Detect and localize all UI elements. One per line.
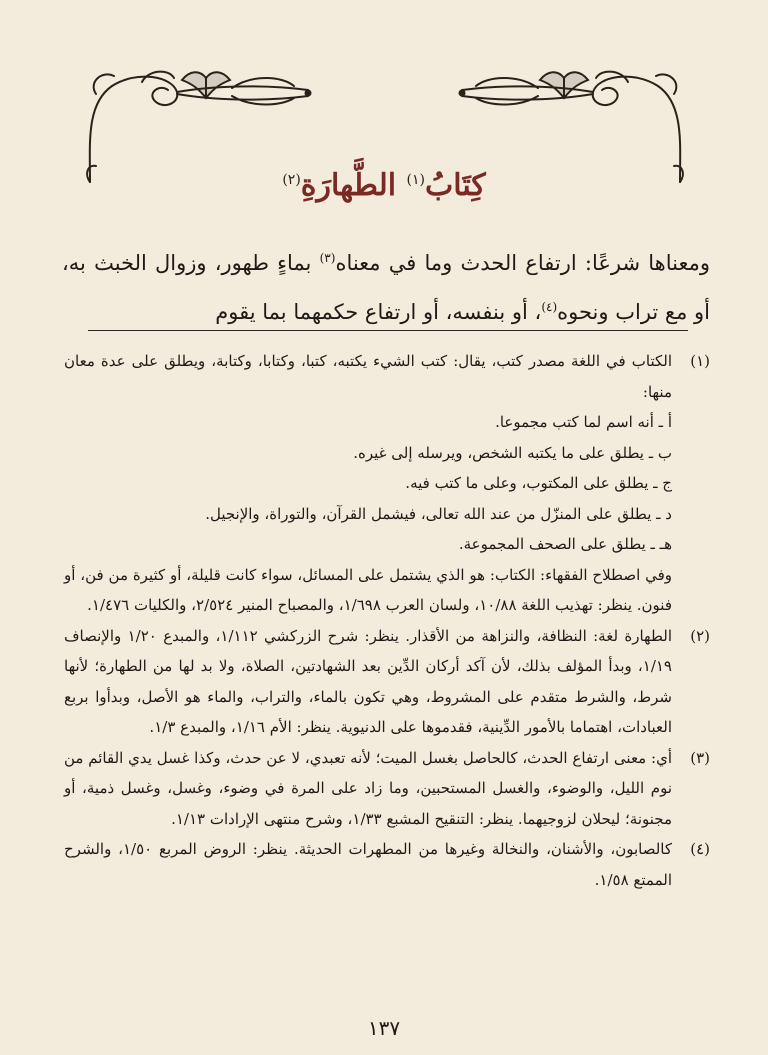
footnote-marker-4: (٤) — [541, 300, 558, 314]
footnote-line: أ ـ أنه اسم لما كتب مجموعا. — [495, 413, 672, 431]
footnote-body — [64, 743, 672, 835]
main-text-part-1: ومعناها شرعًا: ارتفاع الحدث وما في معناه — [335, 251, 710, 275]
main-text-part-2: بماءٍ طهور، وزوال الخبث به، أو مع تراب ونحوه — [62, 251, 710, 324]
footnote-4 — [64, 834, 710, 895]
footnote-marker-1: (١) — [406, 172, 425, 188]
footnote-2 — [64, 621, 710, 743]
footnote-line: ب ـ يطلق على ما يكتبه الشخص، ويرسله إلى غيره. — [353, 443, 672, 462]
footnote-number: (٢) — [690, 626, 710, 645]
footnote-line: د ـ يطلق على المنزّل من عند الله تعالى، فيشمل القرآن، والتوراة، والإنجيل. — [205, 504, 672, 523]
main-paragraph — [62, 236, 710, 334]
footnote-marker-2: (٢) — [282, 172, 301, 188]
footnote-number: (١) — [690, 352, 710, 370]
chapter-title — [0, 168, 768, 203]
title-word-taharah: الطَّهارَةِ — [300, 168, 397, 203]
footnote-number: (٣) — [690, 748, 710, 767]
footnote-separator — [88, 330, 688, 331]
footnote-marker-3: (٣) — [319, 251, 336, 265]
footnote-1 — [64, 346, 710, 621]
footnote-line: هـ ـ يطلق على الصحف المجموعة. — [458, 535, 672, 553]
footnote-line: أي: معنى ارتفاع الحدث، كالحاصل بغسل الميت؛ لأنه تعبدي، لا عن حدث، وكذا غسل يدي القائم من نوم الليل، والوضوء، والغسل المستحبين، وما زاد على المرة في وضوء، وغسل، وغسل ذمية، أو مجنونة؛ ليحلان لزوجيهما. ينظر: التنقيح المشبع ١/٣٣، وشرح منتهى الإرادات ١/١٣. — [64, 748, 672, 828]
footnote-body — [64, 346, 672, 621]
footnote-body — [64, 834, 672, 895]
footnote-body — [64, 621, 672, 743]
footnote-line: كالصابون، والأشنان، والنخالة وغيرها من المطهرات الحديثة. ينظر: الروض المربع ١/٥٠، والشرح الممتع ١/٥٨. — [64, 840, 673, 889]
title-word-kitab: كِتَابُ — [424, 168, 486, 203]
footnote-line: ج ـ يطلق على المكتوب، وعلى ما كتب فيه. — [405, 474, 672, 492]
page-number: ١٣٧ — [367, 1016, 401, 1040]
footnote-3 — [64, 743, 710, 835]
footnote-line: الطهارة لغة: النظافة، والنزاهة من الأقذار. ينظر: شرح الزركشي ١/١١٢، والمبدع ١/٢٠ والإنصاف ١/١٩، وبدأ المؤلف بذلك، لأن آكد أركان الدِّين بعد الشهادتين، الصلاة، ولا بد لها من الطهارة؛ لأنها شرط، والشرط متقدم على المشروط، وهي تكون بالماء، والتراب، والماء هو الأصل، وبدأوا بربع العبادات، اهتماما بالأمور الدِّينية، فقدموها على الدنيوية. ينظر: الأم ١/١٦، والمبدع ١/٣. — [64, 626, 672, 736]
footnote-line: وفي اصطلاح الفقهاء: الكتاب: هو الذي يشتمل على المسائل، سواء كانت قليلة، أو كثيرة من فن، أو فنون. ينظر: تهذيب اللغة ١٠/٨٨، ولسان العرب ١/٦٩٨، والمصباح المنير ٢/٥٢٤، والكليات ١/٤٧٦. — [64, 565, 672, 614]
footnotes-section — [64, 346, 710, 895]
footnote-line: الكتاب في اللغة مصدر كتب، يقال: كتب الشيء يكتبه، كتبا، وكتابا، وكتابة، ويطلق على عدة معان منها: — [64, 352, 672, 401]
main-text-part-3: ، أو بنفسه، أو ارتفاع حكمهما بما يقوم — [215, 300, 542, 324]
footnote-number: (٤) — [690, 840, 710, 858]
